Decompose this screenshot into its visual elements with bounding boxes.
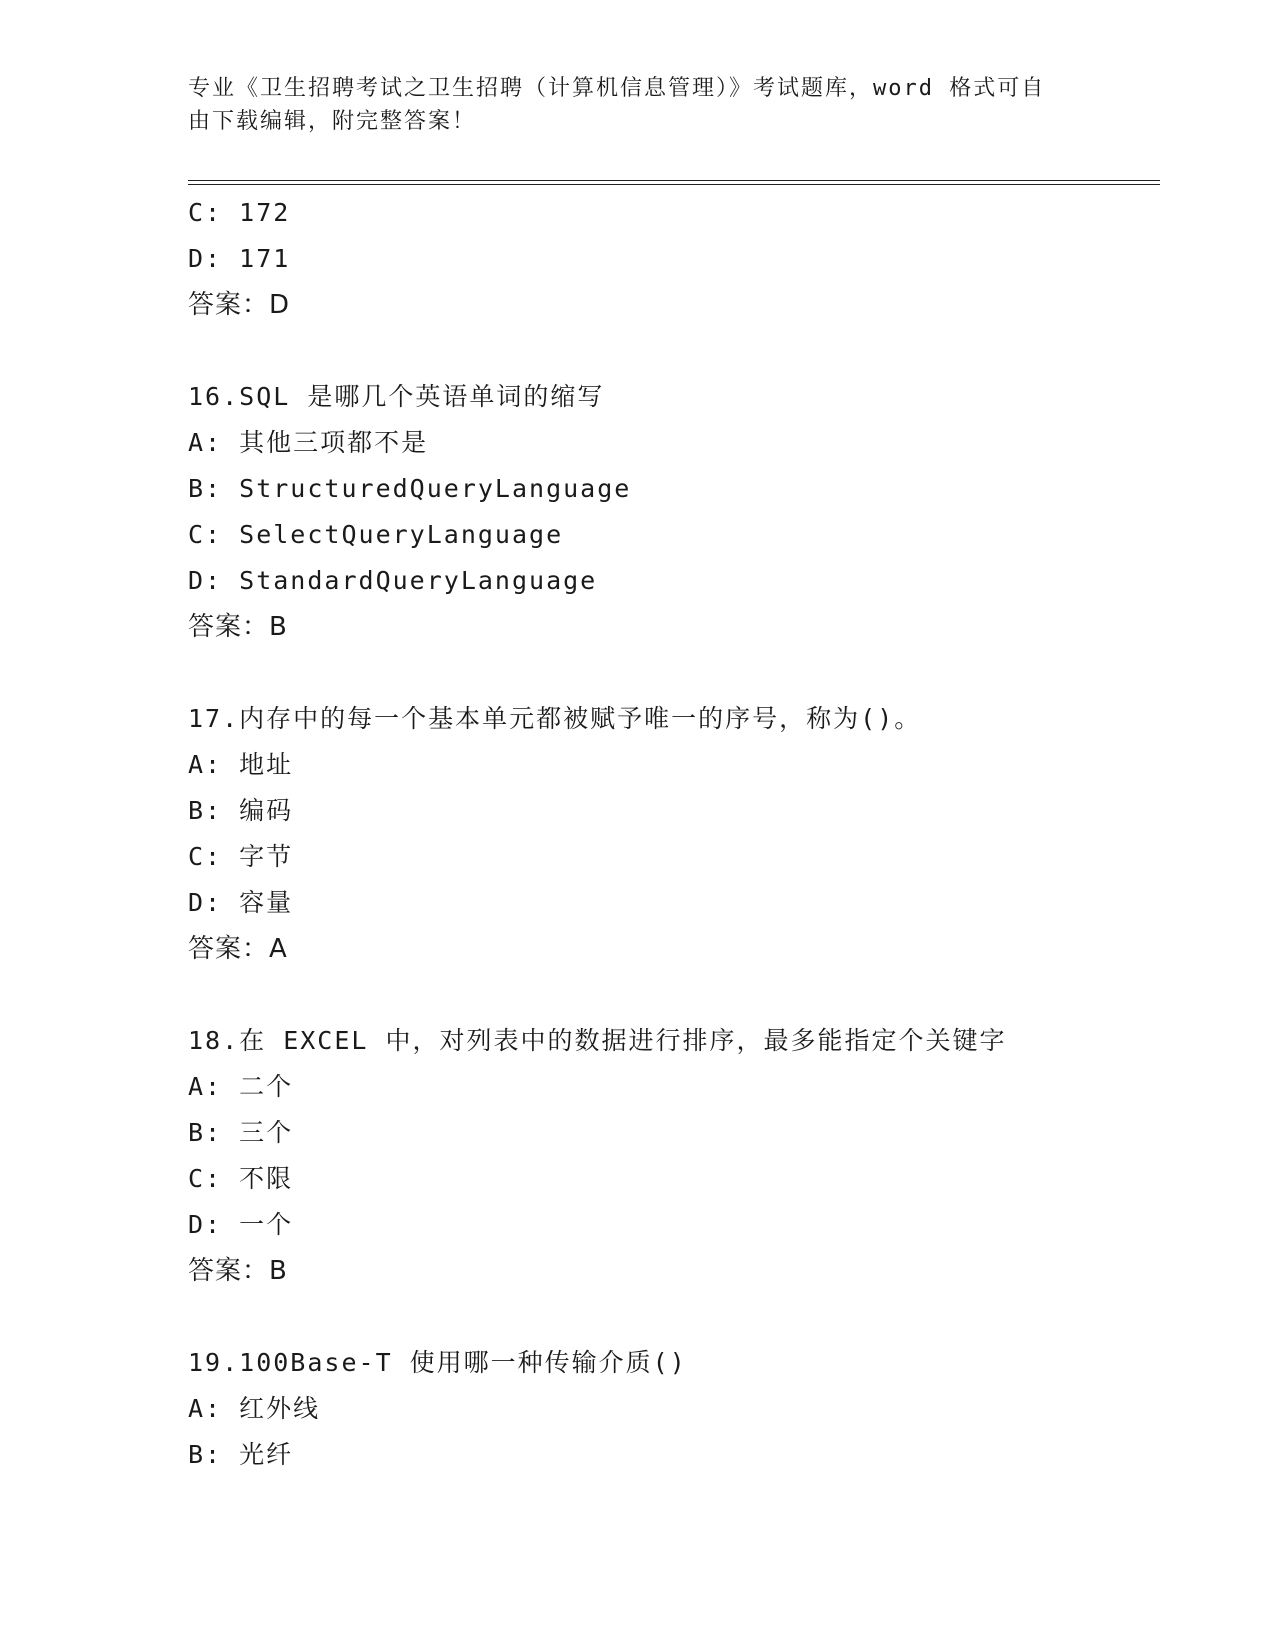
option-c: C: SelectQueryLanguage — [188, 520, 564, 549]
question-stem: 17.内存中的每一个基本单元都被赋予唯一的序号，称为()。 — [188, 704, 922, 733]
option-d: D: 171 — [188, 244, 291, 273]
question-stem: 19.100Base-T 使用哪一种传输介质() — [188, 1348, 687, 1377]
header-divider-top — [188, 180, 1160, 181]
option-d: D: 容量 — [188, 888, 294, 917]
question-18 — [188, 1018, 1148, 1294]
option-a: A: 其他三项都不是 — [188, 428, 429, 457]
document-header — [188, 72, 1088, 138]
option-d: D: StandardQueryLanguage — [188, 566, 598, 595]
header-line-1: 专业《卫生招聘考试之卫生招聘（计算机信息管理）》考试题库，word 格式可自 — [188, 76, 1046, 101]
question-16 — [188, 374, 1148, 650]
option-a: A: 红外线 — [188, 1394, 321, 1423]
answer-line: 答案：D — [188, 290, 291, 320]
option-b: B: 光纤 — [188, 1440, 294, 1469]
question-stem: 16.SQL 是哪几个英语单词的缩写 — [188, 382, 605, 411]
header-divider-bottom — [188, 184, 1160, 185]
option-c: C: 字节 — [188, 842, 294, 871]
question-19 — [188, 1340, 1148, 1478]
answer-line: 答案：B — [188, 1256, 288, 1286]
answer-line: 答案：A — [188, 934, 288, 964]
option-a: A: 地址 — [188, 750, 294, 779]
option-b: B: 编码 — [188, 796, 294, 825]
option-b: B: StructuredQueryLanguage — [188, 474, 632, 503]
answer-line: 答案：B — [188, 612, 288, 642]
header-line-2: 由下载编辑，附完整答案！ — [188, 109, 477, 134]
option-c: C: 172 — [188, 198, 291, 227]
question-list — [188, 190, 1148, 1478]
option-d: D: 一个 — [188, 1210, 294, 1239]
option-b: B: 三个 — [188, 1118, 294, 1147]
question-17 — [188, 696, 1148, 972]
question-15-tail — [188, 190, 1148, 328]
option-a: A: 二个 — [188, 1072, 294, 1101]
question-stem: 18.在 EXCEL 中，对列表中的数据进行排序，最多能指定个关键字 — [188, 1026, 1007, 1055]
option-c: C: 不限 — [188, 1164, 294, 1193]
